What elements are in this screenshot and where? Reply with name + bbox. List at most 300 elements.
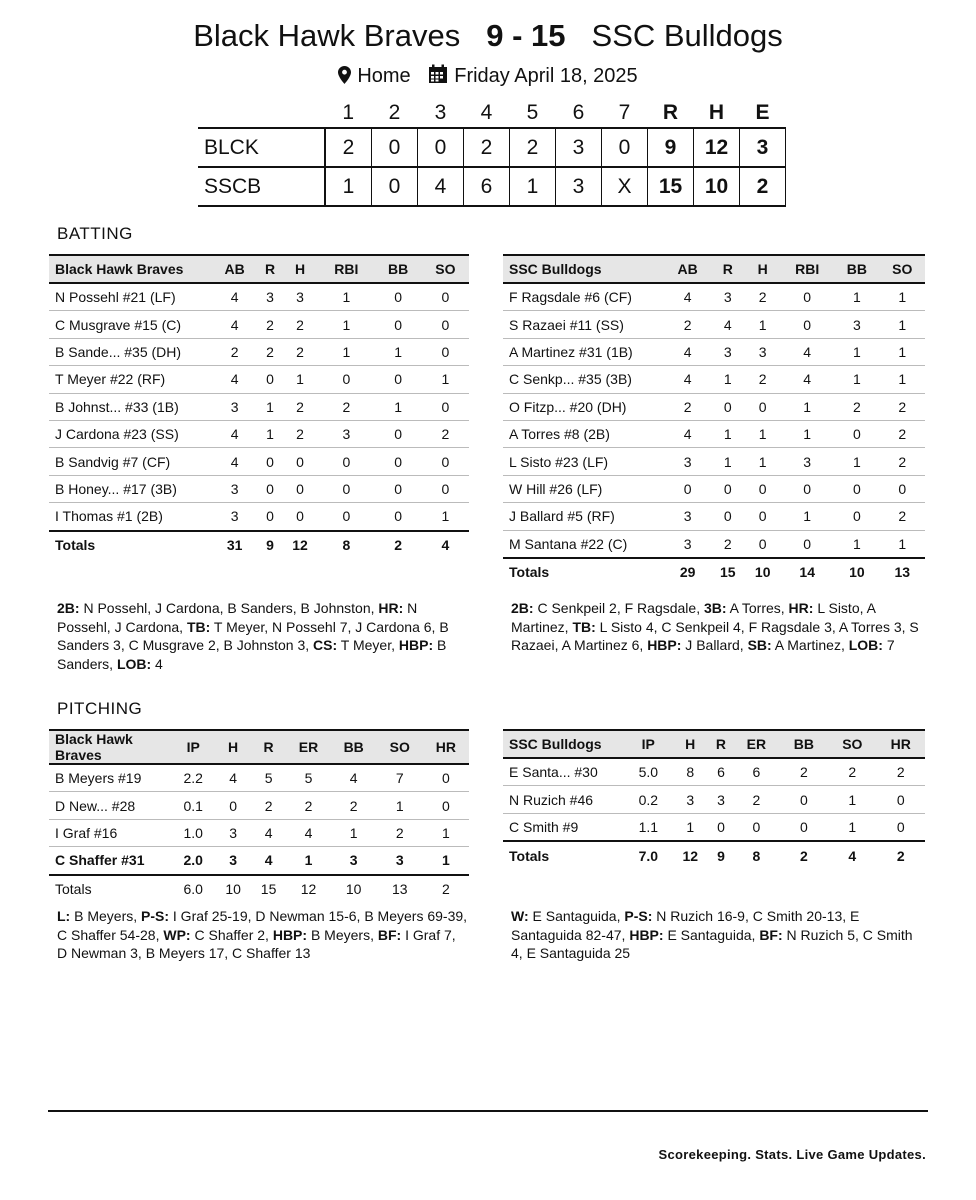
inning-score: 3	[556, 167, 602, 206]
inning-header: 2	[388, 101, 401, 124]
inning-score: 1	[510, 167, 556, 206]
table-header-row	[503, 730, 925, 758]
stat-value: 0	[318, 448, 374, 475]
player-name: M Santana #22 (C)	[503, 530, 665, 558]
column-header: BB	[375, 255, 422, 283]
column-header: H	[745, 255, 780, 283]
total-value: 12	[282, 531, 318, 559]
note-label: L:	[57, 908, 71, 924]
note-text: 7	[882, 637, 895, 653]
stat-value: 3	[215, 819, 250, 846]
home-batting-notes	[511, 599, 925, 655]
stat-value: 8	[672, 758, 709, 786]
stat-value: 2	[880, 420, 925, 447]
column-header: BB	[780, 730, 828, 758]
game-meta	[0, 61, 976, 91]
batter-row	[503, 338, 925, 365]
stat-value: 1	[672, 813, 709, 841]
hits-total: 12	[694, 128, 740, 167]
batter-row	[503, 503, 925, 530]
inning-score: 0	[372, 128, 418, 167]
total-value: 13	[391, 880, 408, 897]
stat-value: 1	[258, 393, 282, 420]
linescore-row-away	[198, 128, 786, 167]
player-name: C Shaffer #31	[49, 847, 171, 875]
total-value: 12	[300, 880, 317, 897]
note-text: I Graf 7, D Newman 3, B Meyers 17, C Shaffer 13	[57, 926, 460, 961]
note-label: HBP:	[647, 637, 682, 653]
stat-value: 0	[733, 813, 780, 841]
stat-value: 0	[375, 283, 422, 311]
player-name: N Ruzich #46	[503, 786, 625, 813]
stat-value: 0	[745, 503, 780, 530]
stat-value: 4	[211, 311, 258, 338]
runs-total: 15	[648, 167, 694, 206]
stat-value: 2	[880, 448, 925, 475]
stat-value: 1	[375, 338, 422, 365]
batter-row	[49, 503, 469, 531]
note-label: P-S:	[624, 908, 653, 924]
stat-value: 1	[422, 503, 469, 531]
stat-value: 0	[710, 503, 745, 530]
player-name: B Johnst... #33 (1B)	[49, 393, 211, 420]
stat-value: 3	[710, 338, 745, 365]
date-info	[428, 61, 637, 91]
stat-value: 1	[423, 847, 469, 875]
errors-total: 2	[740, 167, 786, 206]
total-value: 2	[442, 880, 450, 897]
batter-row	[49, 393, 469, 420]
total-value: 10	[745, 558, 780, 586]
note-label: SB:	[747, 637, 772, 653]
note-label: 2B:	[511, 600, 534, 616]
team-header: Black Hawk Braves	[49, 730, 171, 764]
note-label: 3B:	[703, 600, 727, 616]
player-name: N Possehl #21 (LF)	[49, 283, 211, 311]
team-header: Black Hawk Braves	[49, 255, 211, 283]
stat-value: 2	[834, 393, 879, 420]
note-text: I Graf 25-19, D Newman 15-6, B Meyers 69-39, C Shaffer 54-28,	[57, 908, 471, 943]
note-text: E Santaguida,	[528, 908, 625, 924]
batter-row	[503, 366, 925, 393]
stat-value: 2	[377, 819, 423, 846]
stat-value: 1	[710, 420, 745, 447]
column-header: R	[710, 255, 745, 283]
inning-header: 6	[572, 101, 585, 124]
totals-row	[49, 531, 469, 559]
note-label: HR:	[378, 600, 404, 616]
stat-value: 2	[880, 393, 925, 420]
batter-row	[49, 311, 469, 338]
stat-value: 0	[422, 338, 469, 365]
note-text: L Sisto, A Martinez,	[511, 600, 880, 635]
stat-value: 0	[834, 503, 879, 530]
stat-value: 2	[665, 393, 710, 420]
stat-value: 1	[745, 420, 780, 447]
totals-label: Totals	[503, 841, 625, 869]
note-label: TB:	[186, 618, 211, 635]
linescore-table	[198, 99, 786, 207]
inning-score: 2	[464, 128, 510, 167]
inning-header: 7	[618, 101, 631, 124]
table-header-row	[49, 730, 469, 764]
stat-value: 0	[258, 475, 282, 502]
inning-score: 3	[556, 128, 602, 167]
note-text: B Meyers,	[70, 908, 142, 924]
stat-value: 0	[423, 764, 469, 792]
note-text: A Torres,	[726, 600, 789, 616]
total-value: 2	[375, 531, 422, 559]
note-text: J Ballard,	[681, 637, 748, 653]
stat-value: 0	[375, 366, 422, 393]
stat-value: 0	[745, 393, 780, 420]
linescore-row-home	[198, 167, 786, 206]
stat-value: 5	[251, 764, 286, 792]
total-value: 9	[258, 531, 282, 559]
note-text: B Sanders,	[57, 637, 451, 672]
team-header: SSC Bulldogs	[503, 730, 625, 758]
total-value: 8	[318, 531, 374, 559]
note-label: HBP:	[398, 637, 434, 653]
stat-value: 1	[318, 311, 374, 338]
batter-row	[49, 283, 469, 311]
stat-value: 0	[282, 448, 318, 475]
stat-value: 3	[665, 530, 710, 558]
player-name: B Sande... #35 (DH)	[49, 338, 211, 365]
stat-value: 2	[745, 283, 780, 311]
stat-value: 1	[422, 366, 469, 393]
stat-value: 3	[780, 448, 834, 475]
note-text: N Possehl, J Cardona, B Sanders, B Johnston,	[79, 600, 379, 616]
batter-row	[503, 420, 925, 447]
total-value: 29	[665, 558, 710, 586]
batter-row	[49, 366, 469, 393]
away-pitching-table	[49, 729, 469, 902]
stat-value: 3	[672, 786, 709, 813]
stat-value: 2	[282, 393, 318, 420]
stat-value: 1	[745, 448, 780, 475]
column-header: SO	[377, 730, 423, 764]
player-name: T Meyer #22 (RF)	[49, 366, 211, 393]
away-batting-notes	[57, 599, 469, 673]
note-text: A Martinez,	[771, 637, 849, 653]
stat-value: 0	[709, 813, 733, 841]
stat-value: 1	[780, 420, 834, 447]
total-value: 10	[225, 880, 241, 897]
home-batting-table	[503, 254, 925, 586]
batter-row	[503, 283, 925, 311]
player-name: L Sisto #23 (LF)	[503, 448, 665, 475]
totals-label: Totals	[49, 531, 211, 559]
footer-divider	[48, 1110, 928, 1112]
note-label: WP:	[163, 926, 191, 943]
stat-value: 4	[251, 819, 286, 846]
total-value: 7.0	[625, 841, 672, 869]
stat-value: 2	[258, 311, 282, 338]
pitcher-row	[49, 792, 469, 819]
column-header: BB	[834, 255, 879, 283]
pitcher-row	[503, 813, 925, 841]
player-name: C Smith #9	[503, 813, 625, 841]
stat-value: 1	[282, 366, 318, 393]
note-label: HBP:	[272, 926, 308, 943]
note-label: LOB:	[116, 655, 152, 672]
column-header: H	[282, 255, 318, 283]
stat-value: 3	[258, 283, 282, 311]
player-name: B Sandvig #7 (CF)	[49, 448, 211, 475]
totals-label: Totals	[55, 880, 92, 897]
inning-score: 0	[602, 128, 648, 167]
note-text: 4	[151, 655, 163, 672]
errors-header: E	[755, 101, 770, 124]
stat-value: 0	[710, 393, 745, 420]
stat-value: 5.0	[625, 758, 672, 786]
stat-value: 1	[880, 311, 925, 338]
footer-tagline: Scorekeeping. Stats. Live Game Updates.	[658, 1147, 926, 1162]
stat-value: 0	[318, 366, 374, 393]
linescore-team: SSCB	[198, 167, 325, 206]
stat-value: 0	[258, 366, 282, 393]
errors-total: 3	[740, 128, 786, 167]
game-title	[0, 14, 976, 58]
stat-value: 3	[665, 503, 710, 530]
stat-value: 1.0	[171, 819, 215, 846]
inning-score: X	[602, 167, 648, 206]
pitcher-row	[503, 786, 925, 813]
stat-value: 1	[710, 366, 745, 393]
stat-value: 0	[215, 792, 250, 819]
stat-value: 1	[780, 393, 834, 420]
note-label: LOB:	[848, 637, 883, 653]
column-header: AB	[665, 255, 710, 283]
inning-score: 6	[464, 167, 510, 206]
stat-value: 1	[318, 338, 374, 365]
player-name: E Santa... #30	[503, 758, 625, 786]
stat-value: 0	[375, 448, 422, 475]
note-text: N Ruzich 5, C Smith 4, E Santaguida 25	[511, 926, 917, 961]
stat-value: 3	[665, 448, 710, 475]
total-value: 6.0	[183, 880, 203, 897]
batter-row	[49, 448, 469, 475]
stat-value: 2.0	[171, 847, 215, 875]
player-name: F Ragsdale #6 (CF)	[503, 283, 665, 311]
stat-value: 6	[733, 758, 780, 786]
stat-value: 1	[318, 283, 374, 311]
column-header: H	[672, 730, 709, 758]
stat-value: 0	[780, 283, 834, 311]
pitcher-row	[49, 847, 469, 875]
batter-row	[503, 393, 925, 420]
team-header: SSC Bulldogs	[503, 255, 665, 283]
stat-value: 4	[211, 366, 258, 393]
stat-value: 1	[834, 283, 879, 311]
note-text: T Meyer, N Possehl 7, J Cardona 6, B Sanders 3, C Musgrave 2, B Johnston 3,	[57, 618, 453, 653]
total-value: 31	[211, 531, 258, 559]
location-text: Home	[357, 65, 411, 87]
stat-value: 2	[828, 758, 876, 786]
batter-row	[503, 448, 925, 475]
stat-value: 4	[780, 338, 834, 365]
column-header: RBI	[780, 255, 834, 283]
stat-value: 0	[375, 311, 422, 338]
stat-value: 2	[877, 758, 925, 786]
stat-value: 1	[375, 393, 422, 420]
stat-value: 0	[780, 311, 834, 338]
column-header: IP	[171, 730, 215, 764]
stat-value: 2	[665, 311, 710, 338]
stat-value: 1	[710, 448, 745, 475]
stat-value: 4	[251, 847, 286, 875]
stat-value: 1	[377, 792, 423, 819]
stat-value: 2	[780, 758, 828, 786]
stat-value: 2	[880, 503, 925, 530]
stat-value: 0	[877, 786, 925, 813]
stat-value: 2	[286, 792, 330, 819]
player-name: A Torres #8 (2B)	[503, 420, 665, 447]
note-text: E Santaguida,	[663, 926, 760, 943]
stat-value: 1	[423, 819, 469, 846]
total-value: 8	[733, 841, 780, 869]
total-value: 4	[828, 841, 876, 869]
column-header: R	[258, 255, 282, 283]
stat-value: 0	[780, 530, 834, 558]
column-header: ER	[286, 730, 330, 764]
player-name: S Razaei #11 (SS)	[503, 311, 665, 338]
stat-value: 0	[834, 475, 879, 502]
inning-score: 2	[510, 128, 556, 167]
away-pitching-notes	[57, 907, 469, 963]
stat-value: 0	[258, 503, 282, 531]
linescore-header	[198, 99, 786, 128]
column-header: HR	[423, 730, 469, 764]
note-label: HR:	[788, 600, 814, 616]
stat-value: 1	[780, 503, 834, 530]
stat-value: 3	[331, 847, 377, 875]
table-header-row	[503, 255, 925, 283]
note-text: C Shaffer 2,	[190, 926, 273, 943]
stat-value: 0.2	[625, 786, 672, 813]
stat-value: 3	[211, 475, 258, 502]
note-label: HBP:	[629, 926, 664, 943]
stat-value: 2	[745, 366, 780, 393]
pitcher-row	[49, 819, 469, 846]
stat-value: 0.1	[171, 792, 215, 819]
stat-value: 4	[710, 311, 745, 338]
column-header: SO	[422, 255, 469, 283]
stat-value: 1	[880, 283, 925, 311]
stat-value: 2	[422, 420, 469, 447]
stat-value: 0	[745, 530, 780, 558]
totals-row	[503, 558, 925, 586]
stat-value: 4	[665, 366, 710, 393]
stat-value: 1	[258, 420, 282, 447]
stat-value: 3	[834, 311, 879, 338]
total-value: 2	[877, 841, 925, 869]
column-header: H	[215, 730, 250, 764]
stat-value: 1	[828, 813, 876, 841]
stat-value: 2	[318, 393, 374, 420]
column-header: BB	[331, 730, 377, 764]
total-value: 12	[672, 841, 709, 869]
stat-value: 1	[880, 366, 925, 393]
stat-value: 3	[710, 283, 745, 311]
stat-value: 2.2	[171, 764, 215, 792]
player-name: I Graf #16	[49, 819, 171, 846]
location-info	[338, 61, 410, 91]
total-value: 10	[834, 558, 879, 586]
note-text: N Ruzich 16-9, C Smith 20-13, E Santaguida 82-47,	[511, 908, 864, 943]
runs-total: 9	[648, 128, 694, 167]
column-header: HR	[877, 730, 925, 758]
player-name: B Meyers #19	[49, 764, 171, 792]
batter-row	[503, 311, 925, 338]
stat-value: 7	[377, 764, 423, 792]
note-text: N Possehl, J Cardona,	[57, 600, 422, 635]
stat-value: 0	[834, 420, 879, 447]
batter-row	[503, 530, 925, 558]
stat-value: 0	[423, 792, 469, 819]
stat-value: 3	[745, 338, 780, 365]
column-header: SO	[880, 255, 925, 283]
total-value: 14	[780, 558, 834, 586]
column-header: R	[251, 730, 286, 764]
inning-header: 4	[480, 101, 493, 124]
pitcher-row	[503, 758, 925, 786]
totals-row	[503, 841, 925, 869]
column-header: ER	[733, 730, 780, 758]
inning-score: 0	[418, 128, 464, 167]
stat-value: 1	[286, 847, 330, 875]
stat-value: 3	[211, 503, 258, 531]
note-label: 2B:	[57, 600, 80, 616]
stat-value: 2	[282, 311, 318, 338]
stat-value: 0	[375, 420, 422, 447]
home-pitching-table	[503, 729, 925, 869]
calendar-icon	[428, 64, 448, 84]
stat-value: 1.1	[625, 813, 672, 841]
column-header: RBI	[318, 255, 374, 283]
stat-value: 1	[331, 819, 377, 846]
stat-value: 4	[211, 420, 258, 447]
batting-section-title: BATTING	[57, 224, 133, 243]
note-text: C Senkpeil 2, F Ragsdale,	[533, 600, 704, 616]
stat-value: 2	[282, 338, 318, 365]
stat-value: 0	[318, 503, 374, 531]
table-header-row	[49, 255, 469, 283]
stat-value: 1	[834, 530, 879, 558]
column-header: IP	[625, 730, 672, 758]
location-pin-icon	[338, 66, 351, 84]
stat-value: 4	[665, 420, 710, 447]
stat-value: 0	[422, 393, 469, 420]
player-name: A Martinez #31 (1B)	[503, 338, 665, 365]
stat-value: 2	[331, 792, 377, 819]
stat-value: 0	[282, 503, 318, 531]
note-label: BF:	[377, 926, 402, 943]
total-value: 13	[880, 558, 925, 586]
player-name: C Musgrave #15 (C)	[49, 311, 211, 338]
pitcher-row	[49, 764, 469, 792]
inning-header: 5	[526, 101, 539, 124]
inning-score: 1	[325, 167, 372, 206]
note-text: L Sisto 4, C Senkpeil 4, F Ragsdale 3, A Torres 3, S Razaei, A Martinez 6,	[511, 618, 923, 653]
stat-value: 2	[710, 530, 745, 558]
stat-value: 1	[834, 448, 879, 475]
note-label: CS:	[313, 637, 338, 653]
stat-value: 4	[331, 764, 377, 792]
batter-row	[49, 338, 469, 365]
stat-value: 3	[377, 847, 423, 875]
